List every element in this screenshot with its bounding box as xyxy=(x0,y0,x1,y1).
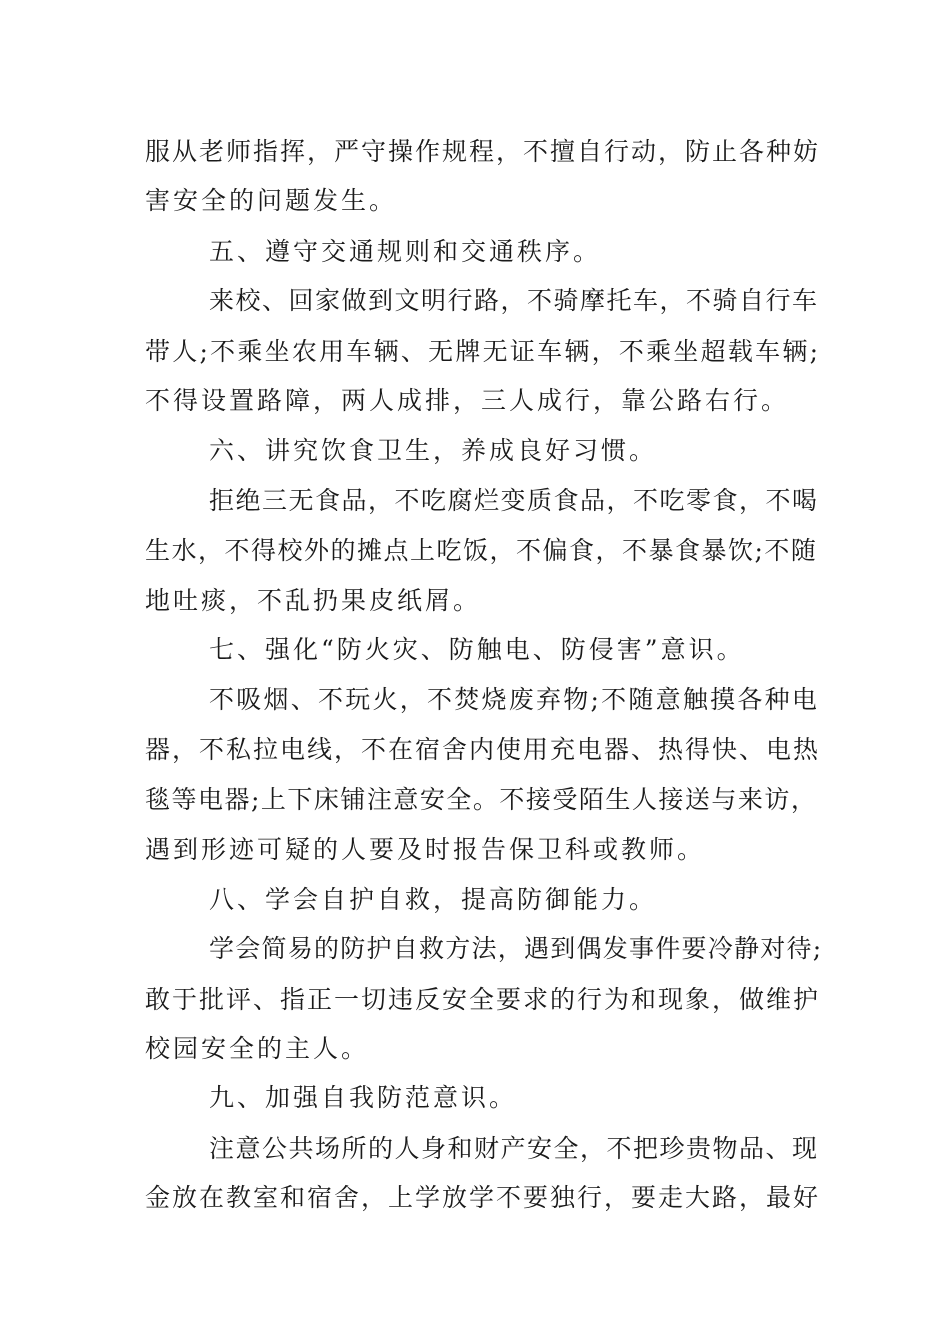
text-line: 来校、回家做到文明行路，不骑摩托车，不骑自行车 xyxy=(209,286,819,315)
section-heading-6: 六、讲究饮食卫生，养成良好习惯。 xyxy=(209,436,658,465)
text-line: 生水，不得校外的摊点上吃饭，不偏食，不暴食暴饮;不随 xyxy=(145,536,818,565)
text-line: 敢于批评、指正一切违反安全要求的行为和现象，做维护 xyxy=(145,985,821,1014)
text-line: 带人;不乘坐农用车辆、无牌无证车辆，不乘坐超载车辆; xyxy=(145,337,821,366)
section-heading-8: 八、学会自护自救，提高防御能力。 xyxy=(209,885,658,914)
text-line: 校园安全的主人。 xyxy=(145,1034,370,1063)
text-line: 金放在教室和宿舍，上学放学不要独行，要走大路，最好 xyxy=(145,1183,821,1212)
text-line: 遇到形迹可疑的人要及时报告保卫科或教师。 xyxy=(145,835,706,864)
section-heading-5: 五、遵守交通规则和交通秩序。 xyxy=(209,237,602,266)
section-heading-9: 九、加强自我防范意识。 xyxy=(209,1083,518,1112)
text-line: 器，不私拉电线，不在宿舍内使用充电器、热得快、电热 xyxy=(145,735,821,764)
text-line: 学会简易的防护自救方法，遇到偶发事件要冷静对待; xyxy=(209,934,823,963)
text-line: 服从老师指挥，严守操作规程，不擅自行动，防止各种妨 xyxy=(145,137,821,166)
text-line: 毯等电器;上下床铺注意安全。不接受陌生人接送与来访， xyxy=(145,785,818,814)
text-line: 地吐痰，不乱扔果皮纸屑。 xyxy=(145,586,482,615)
text-line: 不得设置路障，两人成排，三人成行，靠公路右行。 xyxy=(145,386,790,415)
text-line: 不吸烟、不玩火，不焚烧废弃物;不随意触摸各种电 xyxy=(209,685,820,714)
text-line: 注意公共场所的人身和财产安全，不把珍贵物品、现 xyxy=(209,1134,819,1163)
text-line: 害安全的问题发生。 xyxy=(145,186,398,215)
text-line: 拒绝三无食品，不吃腐烂变质食品，不吃零食，不喝 xyxy=(209,486,819,515)
section-heading-7: 七、强化“防火灾、防触电、防侵害”意识。 xyxy=(209,635,745,664)
